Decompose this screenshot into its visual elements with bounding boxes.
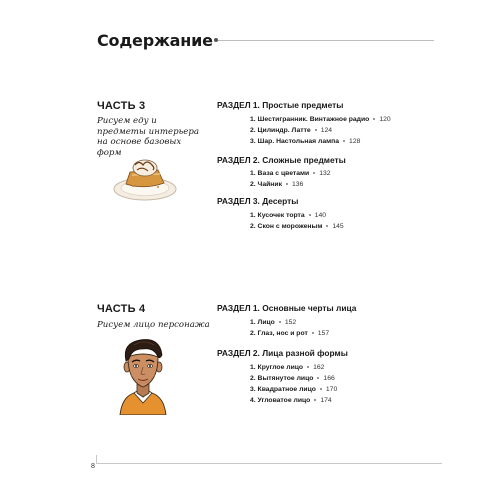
toc-item[interactable]: [250, 181, 303, 188]
leader-dot: [343, 140, 345, 142]
toc-item-page: 132: [319, 170, 331, 177]
leader-dot: [279, 321, 281, 323]
toc-item-label: 1. Шестигранник. Винтажное радио: [250, 116, 370, 123]
leader-dot: [315, 129, 317, 131]
toc-item[interactable]: [250, 223, 344, 230]
toc-item-label: 3. Квадратное лицо: [250, 386, 316, 393]
leader-dot: [286, 183, 288, 185]
toc-item[interactable]: [250, 364, 324, 371]
toc-item-label: 1. Лицо: [250, 319, 275, 326]
section-heading: РАЗДЕЛ 3. Десерты: [217, 196, 299, 206]
toc-item-label: 2. Вытянутое лицо: [250, 375, 314, 382]
leader-dot: [373, 118, 375, 120]
dessert-plate-illustration: [112, 156, 178, 202]
part-3-title: ЧАСТЬ 3: [97, 100, 146, 112]
part-4-title: ЧАСТЬ 4: [97, 303, 146, 315]
page-title: Содержание: [97, 31, 213, 50]
leader-dot: [309, 214, 311, 216]
toc-item[interactable]: [250, 397, 332, 404]
toc-item-label: 4. Угловатое лицо: [250, 397, 311, 404]
toc-item-page: 170: [325, 386, 338, 393]
toc-item-label: 2. Глаз, нос и рот: [250, 330, 308, 337]
toc-item-page: 166: [323, 375, 335, 382]
toc-item-page: 120: [379, 116, 391, 123]
toc-item-label: 1. Круглое лицо: [250, 364, 304, 371]
toc-item-label: 1. Ваза с цветами: [250, 170, 310, 177]
toc-item-page: 145: [332, 223, 344, 230]
leader-dot: [317, 377, 319, 379]
toc-item-page: 128: [349, 138, 361, 145]
section-heading: РАЗДЕЛ 2. Сложные предметы: [217, 155, 346, 165]
part-4-description: Рисуем лицо персонажа: [97, 320, 210, 330]
toc-item-page: 136: [291, 181, 304, 188]
toc-item-label: 2. Скон с мороженым: [250, 223, 323, 230]
toc-item-label: 2. Чайник: [250, 181, 282, 188]
section-heading: РАЗДЕЛ 1. Основные черты лица: [217, 303, 357, 313]
toc-item[interactable]: [250, 319, 296, 326]
footer-rule: [96, 463, 442, 464]
leader-dot: [312, 332, 314, 334]
toc-item-page: 152: [284, 319, 297, 326]
title-rule: [216, 40, 434, 41]
toc-item[interactable]: [250, 386, 337, 393]
toc-item-page: 162: [313, 364, 325, 371]
character-portrait-illustration: [116, 337, 170, 415]
toc-item[interactable]: [250, 212, 326, 219]
toc-item-page: 140: [314, 212, 327, 219]
section-heading: РАЗДЕЛ 1. Простые предметы: [217, 100, 344, 110]
toc-item-label: 2. Цилиндр. Латте: [250, 127, 311, 134]
leader-dot: [314, 399, 316, 401]
page-number: 8: [91, 463, 95, 470]
toc-item[interactable]: [250, 116, 391, 123]
toc-item-page: 124: [320, 127, 333, 134]
toc-item[interactable]: [250, 330, 329, 337]
leader-dot: [320, 388, 322, 390]
part-3-description: Рисуем еду и предметы интерьера на основе базовых форм: [97, 116, 199, 158]
leader-dot: [313, 172, 315, 174]
section-heading: РАЗДЕЛ 2. Лица разной формы: [217, 348, 348, 358]
toc-item[interactable]: [250, 127, 332, 134]
toc-item-page: 174: [320, 397, 332, 404]
leader-dot: [307, 366, 309, 368]
toc-item-label: 1. Кусочек торта: [250, 212, 305, 219]
toc-item[interactable]: [250, 138, 360, 145]
toc-item-label: 3. Шар. Настольная лампа: [250, 138, 340, 145]
toc-item[interactable]: [250, 170, 331, 177]
leader-dot: [326, 225, 328, 227]
toc-item-page: 157: [317, 330, 330, 337]
toc-item[interactable]: [250, 375, 335, 382]
